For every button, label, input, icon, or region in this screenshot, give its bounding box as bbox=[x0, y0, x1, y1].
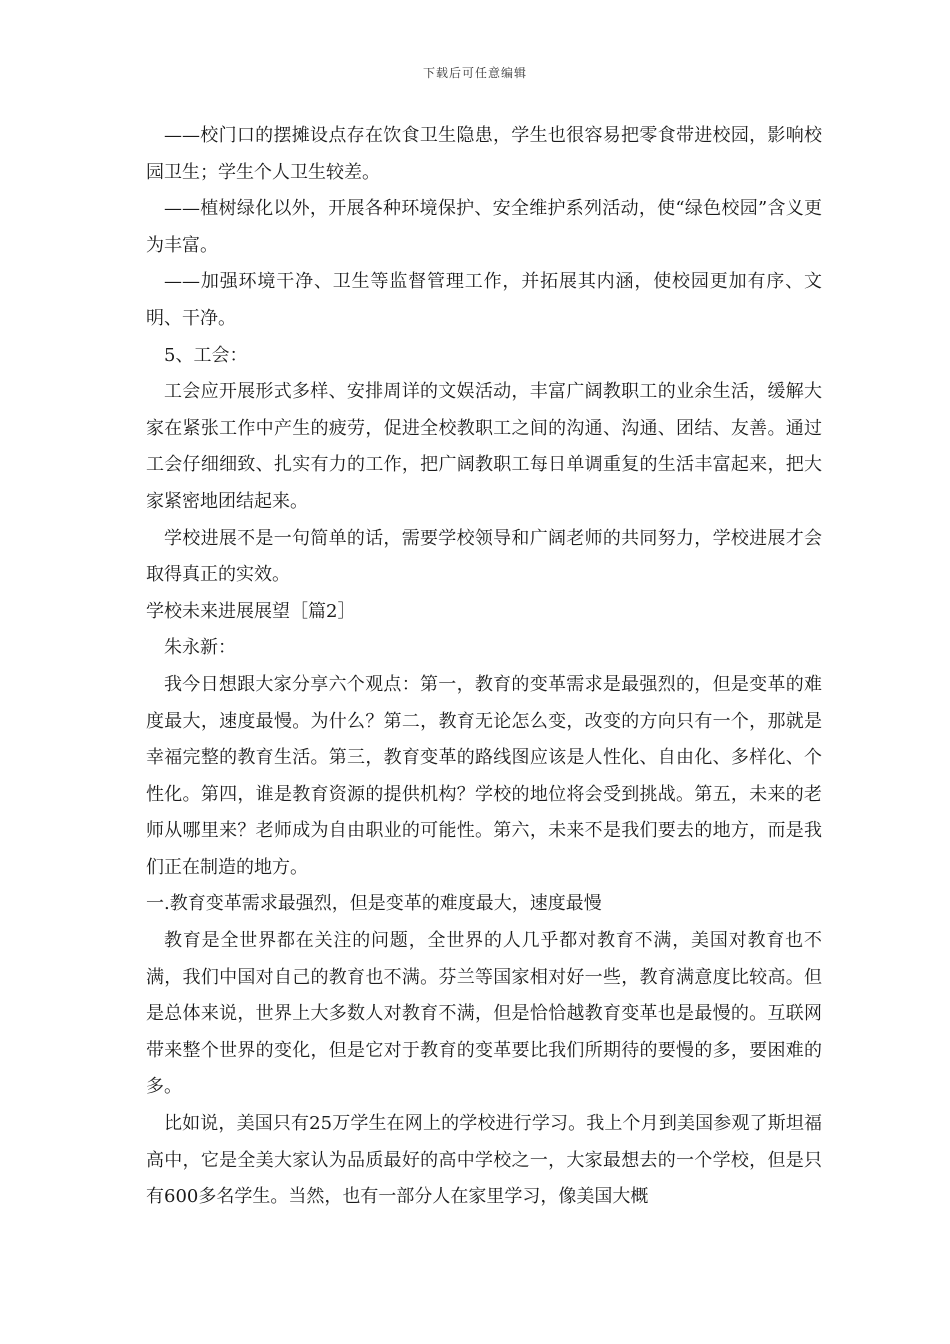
article-title: 学校未来进展展望［篇2］ bbox=[146, 600, 356, 622]
paragraph: ——加强环境干净、卫生等监督管理工作，并拓展其内涵，使校园更加有序、文明、干净。 bbox=[146, 271, 822, 329]
paragraph: 学校进展不是一句简单的话，需要学校领导和广阔老师的共同努力，学校进展才会取得真正的实效。 bbox=[146, 527, 822, 586]
author-line: 朱永新： bbox=[164, 637, 236, 659]
section-heading: 5、工会： bbox=[164, 344, 248, 366]
paragraph: 比如说，美国只有25万学生在网上的学校进行学习。我上个月到美国参观了斯坦福高中，它是全美大家认为品质最好的高中学校之一，大家最想去的一个学校，但是只有600多名学生。当然，也有一部分人在家里学习，像美国大概 bbox=[146, 1113, 822, 1208]
paragraph: ——植树绿化以外，开展各种环境保护、安全维护系列活动，使“绿色校园”含义更为丰富。 bbox=[146, 198, 822, 256]
paragraph: 教育是全世界都在关注的问题，全世界的人几乎都对教育不满，美国对教育也不满，我们中国对自己的教育也不满。芬兰等国家相对好一些，教育满意度比较高。但是总体来说，世界上大多数人对教育不满，但是恰恰越教育变革也是最慢的。互联网带来整个世界的变化，但是它对于教育的变革要比我们所期待的要慢的多，要困难的多。 bbox=[146, 930, 822, 1098]
paragraph: 工会应开展形式多样、安排周详的文娱活动，丰富广阔教职工的业余生活，缓解大家在紧张工作中产生的疲劳，促进全校教职工之间的沟通、沟通、团结、友善。通过工会仔细细致、扎实有力的工作，把广阔教职工每日单调重复的生活丰富起来，把大家紧密地团结起来。 bbox=[146, 381, 822, 512]
page-header: 下载后可任意编辑 bbox=[422, 66, 527, 80]
paragraph: 我今日想跟大家分享六个观点：第一，教育的变革需求是最强烈的，但是变革的难度最大，速度最慢。为什么？第二，教育无论怎么变，改变的方向只有一个，那就是幸福完整的教育生活。第三，教育变革的路线图应该是人性化、自由化、多样化、个性化。第四，谁是教育资源的提供机构？学校的地位将会受到挑战。第五，未来的老师从哪里来？老师成为自由职业的可能性。第六，未来不是我们要去的地方，而是我们正在制造的地方。 bbox=[146, 673, 822, 878]
paragraph: ——校门口的摆摊设点存在饮食卫生隐患，学生也很容易把零食带进校园，影响校园卫生；学生个人卫生较差。 bbox=[146, 125, 822, 183]
subsection-heading: 一.教育变革需求最强烈，但是变革的难度最大，速度最慢 bbox=[146, 893, 602, 915]
document-body bbox=[146, 118, 822, 1216]
